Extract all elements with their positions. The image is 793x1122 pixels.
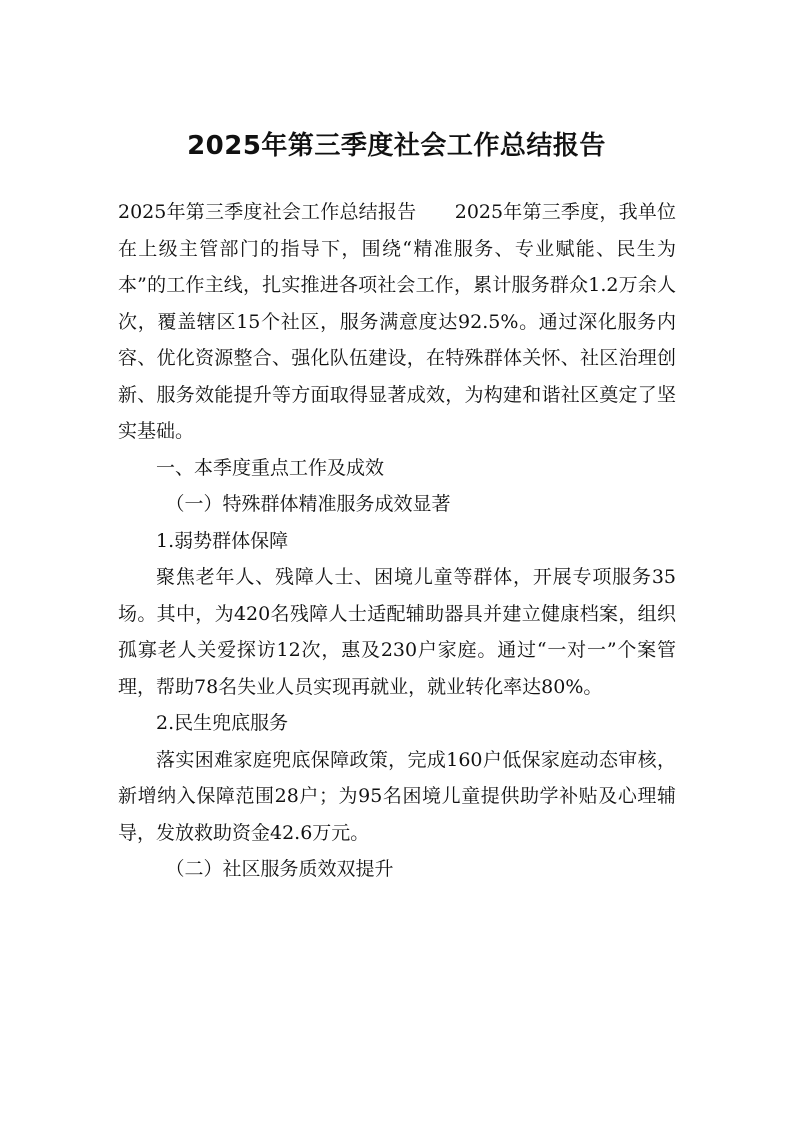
item-heading-1: 1.弱势群体保障 — [156, 529, 289, 552]
document-title: 2025年第三季度社会工作总结报告 — [187, 131, 606, 161]
item-heading-2: 2.民生兜底服务 — [156, 712, 289, 734]
subsection-heading-1: （一）特殊群体精准服务成效显著 — [165, 493, 451, 515]
intro-paragraph: 2025年第三季度社会工作总结报告 2025年第三季度，我单位在上级主管部门的指导下，围绕“精准服务、专业赋能、民生为本”的工作主线，扎实推进各项社会工作，累计服务群众1.2万余人次，覆盖辖区15个社区，服务满意度达92.5%。通过深化服务内容、优化资源整合、强化队伍建设，在特殊群体关怀、社区治理创新、服务效能提升等方面取得显著成效，为构建和谐社区奠定了坚实基础。 — [118, 201, 676, 442]
section-heading-1: 一、本季度重点工作及成效 — [156, 456, 385, 479]
paragraph-basic-livelihood: 落实困难家庭兜底保障政策，完成160户低保家庭动态审核，新增纳入保障范围28户；为95名困境儿童提供助学补贴及心理辅导，发放救助资金42.6万元。 — [118, 748, 676, 844]
subsection-heading-2: （二）社区服务质效双提升 — [165, 858, 394, 880]
paragraph-vulnerable-groups: 聚焦老年人、残障人士、困境儿童等群体，开展专项服务35场。其中，为420名残障人士适配辅助器具并建立健康档案，组织孤寡老人关爱探访12次，惠及230户家庭。通过“一对一”个案管理，帮助78名失业人员实现再就业，就业转化率达80%。 — [118, 566, 676, 698]
document-body — [118, 194, 676, 888]
